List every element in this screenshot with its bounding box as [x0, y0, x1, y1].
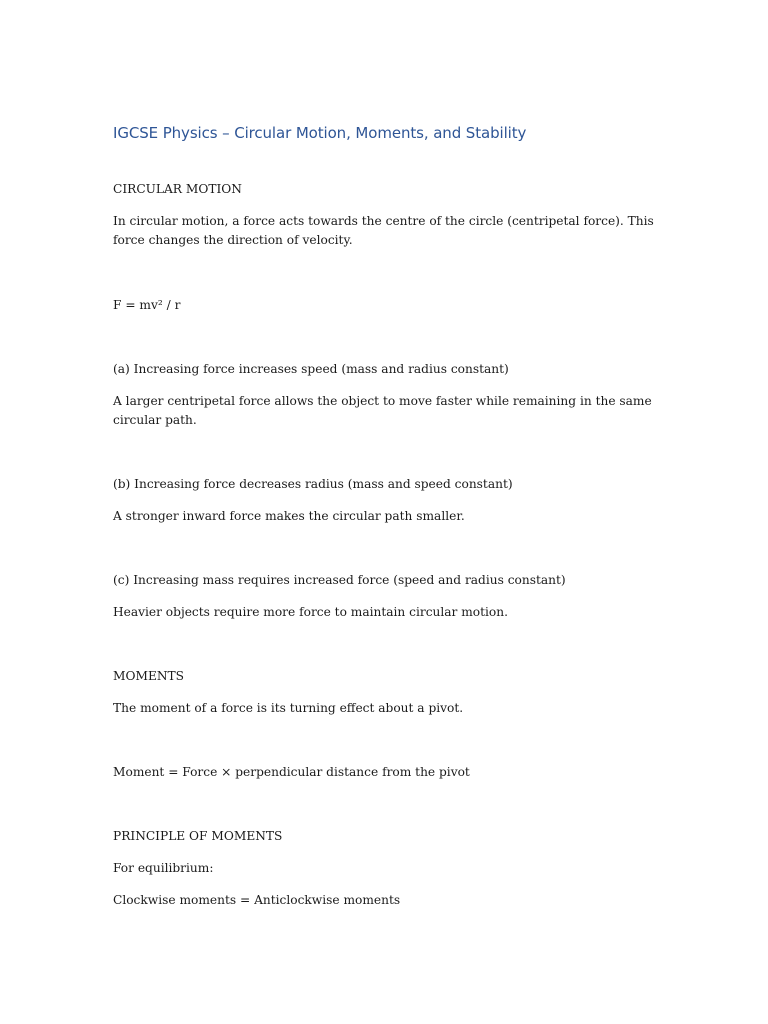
- subheading-b: (b) Increasing force decreases radius (mass and speed constant): [113, 477, 513, 491]
- paragraph-moments-balance: Clockwise moments = Anticlockwise moments: [113, 893, 401, 907]
- formula-centripetal-force: F = mv² / r: [113, 298, 181, 312]
- formula-moment: Moment = Force × perpendicular distance from the pivot: [113, 765, 470, 779]
- paragraph-circular-motion-intro: In circular motion, a force acts towards the centre of the circle (centripetal force). This force changes the direction of velocity.: [113, 214, 654, 247]
- paragraph-c: Heavier objects require more force to maintain circular motion.: [113, 605, 508, 619]
- document-title: IGCSE Physics – Circular Motion, Moments, and Stability: [113, 124, 527, 142]
- paragraph-moment-definition: The moment of a force is its turning effect about a pivot.: [113, 701, 464, 715]
- heading-moments: MOMENTS: [113, 669, 184, 683]
- subheading-a: (a) Increasing force increases speed (mass and radius constant): [113, 362, 509, 376]
- paragraph-equilibrium: For equilibrium:: [113, 861, 214, 875]
- paragraph-a: A larger centripetal force allows the object to move faster while remaining in the same circular path.: [113, 394, 652, 427]
- heading-circular-motion: CIRCULAR MOTION: [113, 182, 242, 196]
- paragraph-b: A stronger inward force makes the circular path smaller.: [113, 509, 465, 523]
- heading-principle-of-moments: PRINCIPLE OF MOMENTS: [113, 829, 283, 843]
- subheading-c: (c) Increasing mass requires increased force (speed and radius constant): [113, 573, 566, 587]
